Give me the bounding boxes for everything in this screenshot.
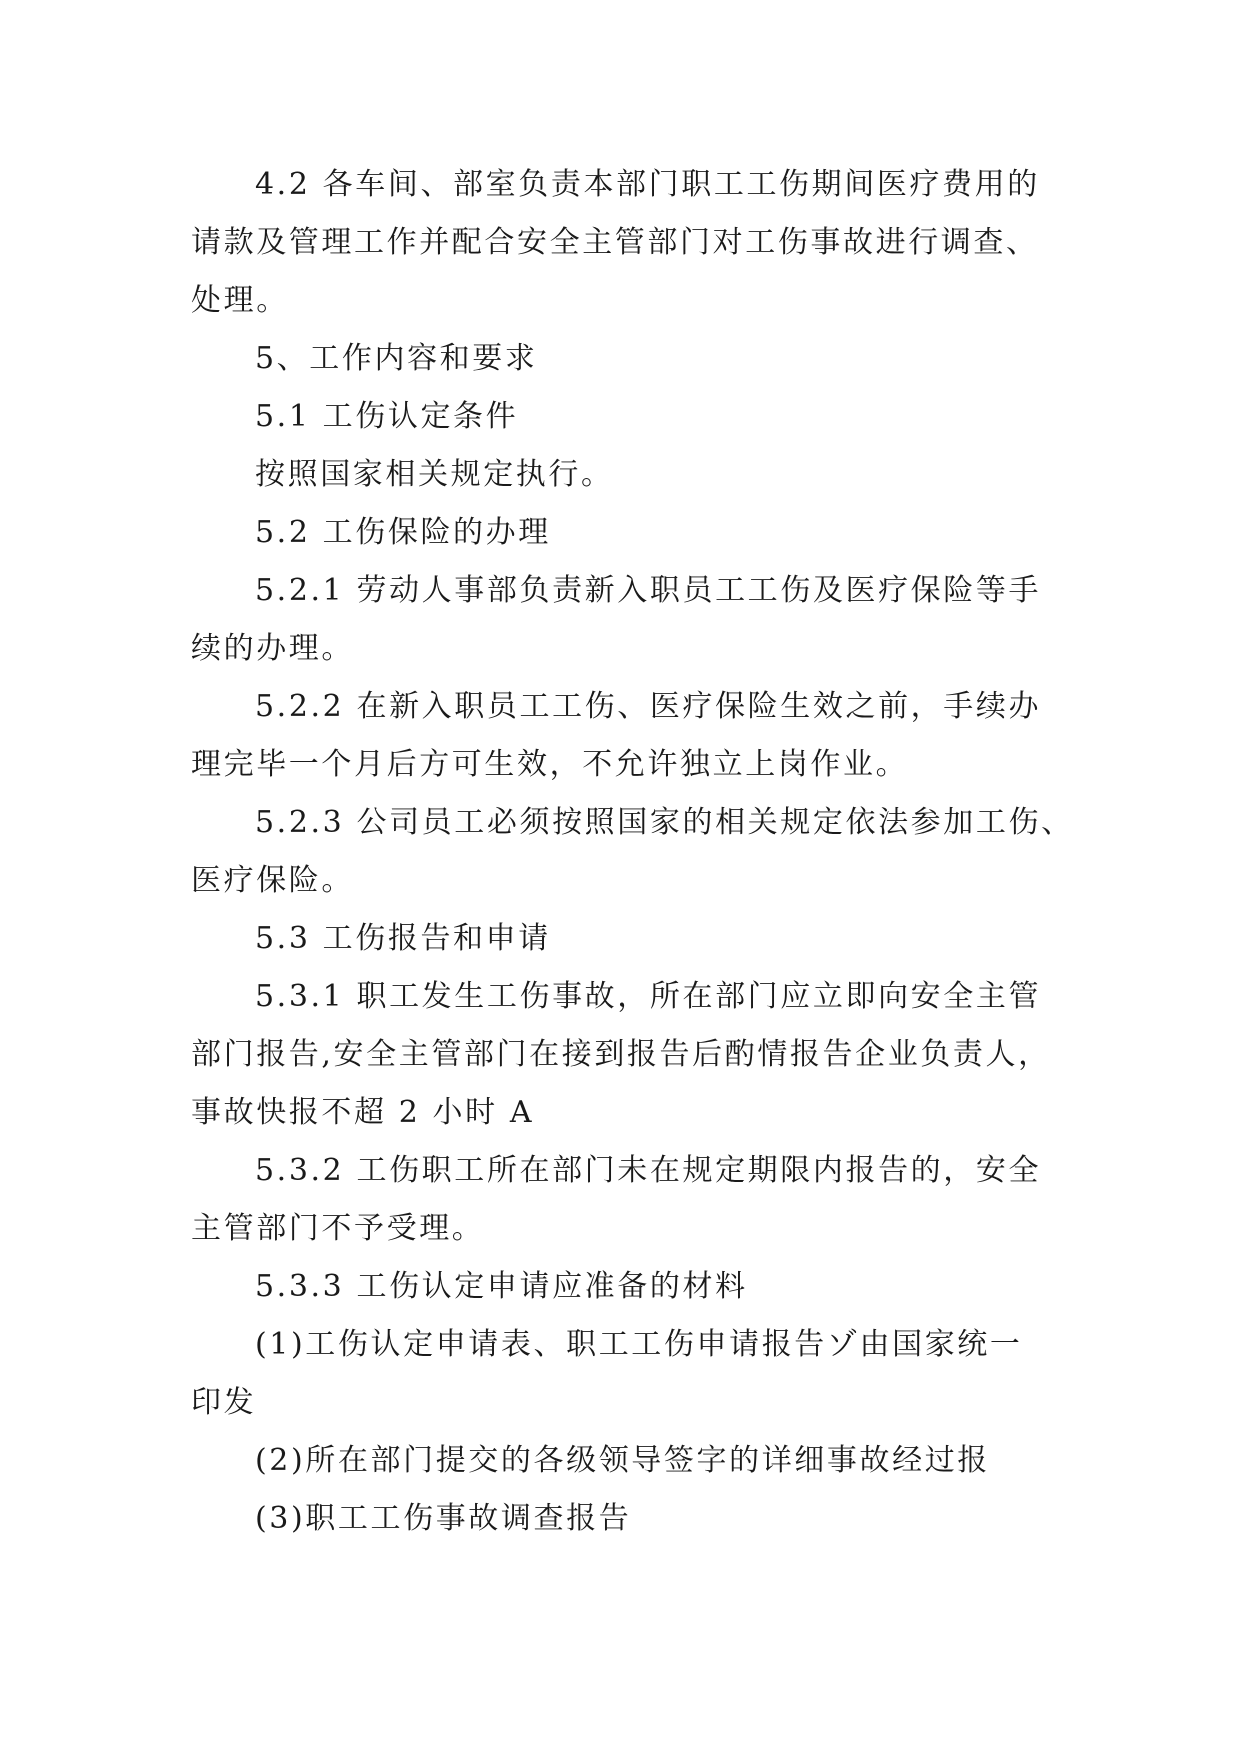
text-line: 事故快报不超 2 小时 A [191,1095,535,1130]
text-line: 续的办理。 [191,631,354,666]
text-line: 4.2 各车间、部室负责本部门职工工伤期间医疗费用的 [255,167,1040,202]
section-heading-5-2 [191,504,1071,562]
text-line: (2)所在部门提交的各级领导签字的详细事故经过报 [255,1443,990,1478]
text-line: (3)职工工伤事故调查报告 [255,1501,632,1536]
text-line: 印发 [191,1385,257,1420]
paragraph-4-2 [191,156,1071,330]
text-line: 5、工作内容和要求 [255,341,538,376]
paragraph-5-1-body [191,446,1071,504]
text-line: 医疗保险。 [191,863,354,898]
text-line: 5.1 工伤认定条件 [255,399,519,434]
text-line: 处理。 [191,283,289,318]
list-item-1 [191,1316,1071,1432]
section-heading-5-3 [191,910,1071,968]
paragraph-5-2-2 [191,678,1071,794]
text-line: 5.2 工伤保险的办理 [255,515,551,550]
text-line: 主管部门不予受理。 [191,1211,485,1246]
text-line: 5.3.2 工伤职工所在部门未在规定期限内报告的，安全 [255,1153,1042,1188]
paragraph-5-2-3 [191,794,1074,910]
list-item-2 [191,1432,1071,1490]
section-heading-5-3-3 [191,1258,1071,1316]
section-heading-5-1 [191,388,1071,446]
text-line: 部门报告,安全主管部门在接到报告后酌情报告企业负责人， [191,1037,1051,1072]
list-item-3 [191,1490,1071,1548]
text-line: 5.3.3 工伤认定申请应准备的材料 [255,1269,748,1304]
text-line: 按照国家相关规定执行。 [255,457,614,492]
text-line: 5.3 工伤报告和申请 [255,921,551,956]
section-heading-5 [191,330,1071,388]
paragraph-5-2-1 [191,562,1071,678]
text-line: 请款及管理工作并配合安全主管部门对工伤事故进行调查、 [191,225,1039,260]
text-line: 5.2.3 公司员工必须按照国家的相关规定依法参加工伤、 [255,805,1074,840]
document-body [191,156,1074,1548]
paragraph-5-3-2 [191,1142,1071,1258]
text-line: 5.2.1 劳动人事部负责新入职员工工伤及医疗保险等手 [255,573,1042,608]
text-line: 5.3.1 职工发生工伤事故，所在部门应立即向安全主管 [255,979,1042,1014]
text-line: (1)工伤认定申请表、职工工伤申请报告ゾ由国家统一 [255,1327,1023,1362]
paragraph-5-3-1 [191,968,1071,1142]
text-line: 理完毕一个月后方可生效，不允许独立上岗作业。 [191,747,909,782]
text-line: 5.2.2 在新入职员工工伤、医疗保险生效之前，手续办 [255,689,1042,724]
